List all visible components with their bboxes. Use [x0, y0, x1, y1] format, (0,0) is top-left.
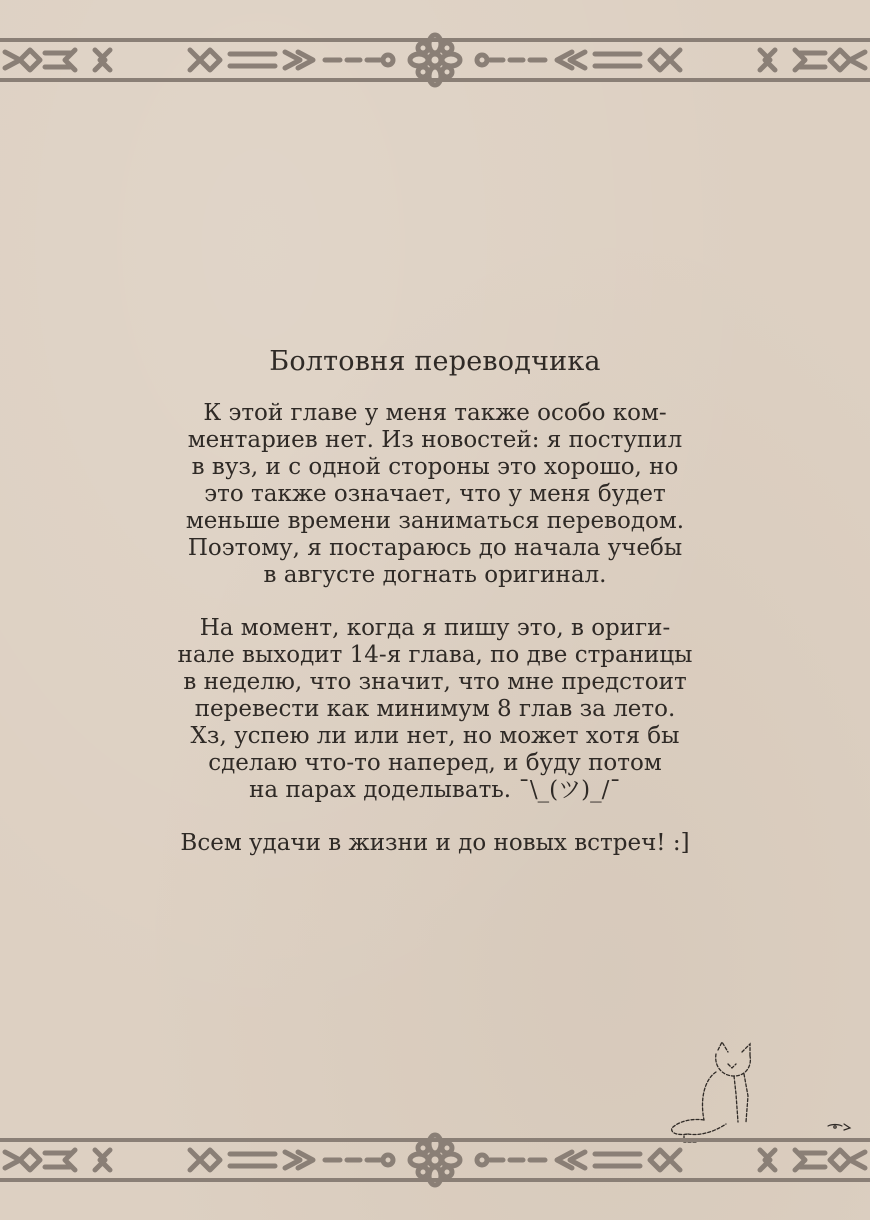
text-line: Поэтому, я постараюсь до начала учебы — [187, 535, 683, 561]
text-line: в неделю, что значит, что мне предстоит — [183, 669, 687, 695]
text-line: в августе догнать оригинал. — [263, 562, 607, 588]
text-line: меньше времени заниматься переводом. — [185, 508, 685, 534]
bottom-ornamental-border-icon — [0, 1120, 870, 1200]
text-line: сделаю что-то наперед, и буду потом — [208, 750, 662, 776]
paragraph-3 — [135, 830, 735, 857]
text-line: это также означает, что у меня будет — [204, 481, 666, 507]
text-line: перевести как минимум 8 глав за лето. — [194, 696, 676, 722]
text-line: ментариев нет. Из новостей: я поступил — [187, 427, 683, 453]
text-line: На момент, когда я пишу это, в ориги- — [199, 615, 671, 641]
paragraph-2 — [135, 615, 735, 804]
text-line: нале выходит 14-я глава, по две страницы — [177, 642, 693, 668]
paragraph-1 — [135, 400, 735, 589]
translator-notes — [135, 340, 735, 883]
text-line: К этой главе у меня также особо ком- — [203, 400, 667, 426]
top-ornamental-border-icon — [0, 20, 870, 100]
text-line: в вуз, и с одной стороны это хорошо, но — [191, 454, 679, 480]
text-line: Хз, успею ли или нет, но может хотя бы — [190, 723, 680, 749]
text-line: Всем удачи в жизни и до новых встреч! :] — [180, 830, 690, 856]
text-line: на парах доделывать. ¯\_(ツ)_/¯ — [249, 777, 621, 803]
page-title: Болтовня переводчика — [269, 346, 601, 377]
